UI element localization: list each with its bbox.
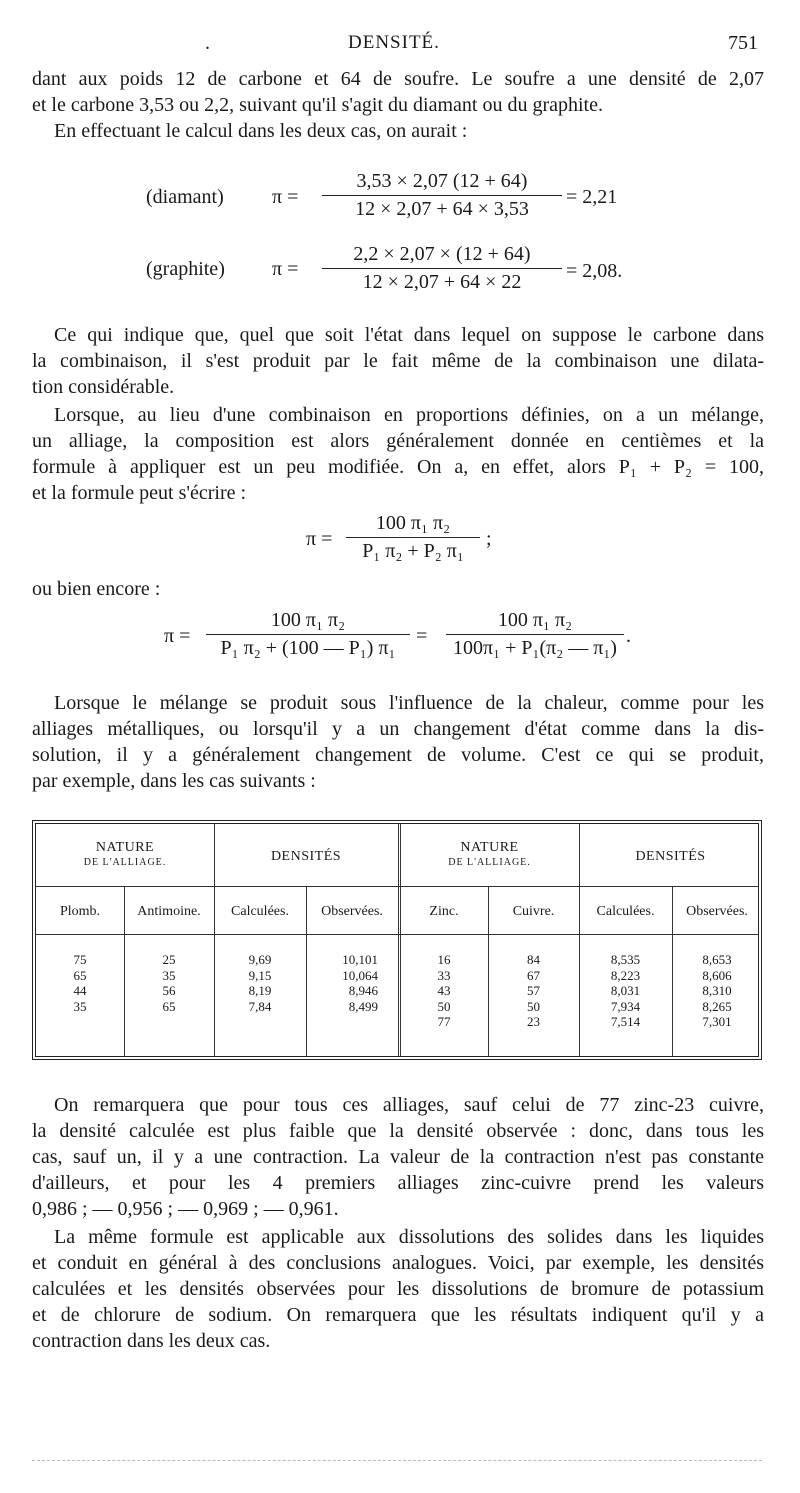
table-cell: 57 [527, 983, 540, 998]
column-header: Antimoine. [137, 904, 201, 919]
data-column-zinc [400, 952, 488, 1030]
text-line: En effectuant le calcul dans les deux cas, on aurait : [54, 120, 468, 142]
equation-punctuation: ; [486, 528, 492, 550]
denominator: P₁ π₂ + P₂ π₁ [362, 540, 464, 562]
table-cell: 16 [437, 952, 451, 967]
table-cell: 56 [162, 983, 176, 998]
fraction [322, 243, 562, 294]
data-column-calculees [214, 952, 306, 1014]
column-group-header: NATURE DE L'ALLIAGE. [448, 840, 531, 868]
table-cell: 9,69 [248, 952, 272, 967]
equation-label: (diamant) [146, 186, 224, 208]
paragraph-intro [32, 66, 764, 144]
table-cell: 35 [73, 998, 87, 1014]
data-column-plomb [36, 952, 124, 1014]
equation-result: = 2,08. [566, 260, 623, 282]
equation-lhs: π = [272, 186, 299, 208]
denominator: P₁ π₂ + (100 — P₁) π₁ [220, 637, 396, 659]
table-cell: 8,653 [702, 952, 732, 967]
divider [36, 886, 758, 887]
data-column-calculees [579, 952, 672, 1030]
table-cell: 7,301 [702, 1014, 732, 1029]
text-line: Lorsque, au lieu d'une combinaison en proportions définies, on a un mélange, [54, 404, 764, 426]
fraction [346, 512, 480, 563]
text-line: calculées et les densités observées pour les dissolutions de bromure de potassium [32, 1278, 764, 1300]
numerator: 100 π₁ π₂ [375, 512, 451, 534]
column-group-header: DENSITÉS [635, 849, 706, 864]
numerator: 100 π₁ π₂ [497, 609, 573, 631]
table-cell: 7,934 [610, 998, 641, 1014]
table-cell: 67 [527, 967, 540, 983]
table-cell: 65 [162, 998, 176, 1014]
table-cell: 10,101 [342, 952, 378, 967]
table-cell: 9,15 [248, 967, 272, 983]
text-line: tion considérable. [32, 376, 175, 398]
table-cell: 43 [437, 983, 451, 998]
text-line: Lorsque le mélange se produit sous l'influence de la chaleur, comme pour les [54, 692, 764, 714]
table-cell: 7,514 [610, 1014, 641, 1029]
text-line: la combinaison, il s'est produit par le fait même de la combinaison une dilata- [32, 350, 764, 372]
table-cell: 8,031 [610, 983, 641, 998]
fraction [206, 609, 410, 660]
column-header: Plomb. [59, 904, 101, 919]
column-group-header: NATURE DE L'ALLIAGE. [83, 840, 167, 868]
equation-label: (graphite) [146, 258, 225, 280]
table-cell: 8,223 [610, 967, 641, 983]
column-header: Cuivre. [512, 904, 555, 919]
table-cell: 7,84 [248, 998, 272, 1014]
table-cell: 8,499 [348, 998, 378, 1014]
page-header [0, 32, 800, 58]
text-line: ou bien encore : [32, 578, 161, 600]
text-line: et de chlorure de sodium. On remarquera que les résultats indiquent qu'il y a [32, 1304, 764, 1326]
text-line: Ce qui indique que, quel que soit l'état dans lequel on suppose le carbone dans [54, 324, 764, 346]
table-cell: 33 [437, 967, 451, 983]
fraction [446, 609, 624, 660]
denominator: 12 × 2,07 + 64 × 3,53 [355, 198, 529, 220]
data-column-observees [672, 952, 762, 1030]
table-cell: 84 [527, 952, 540, 967]
table-cell: 8,310 [702, 983, 732, 998]
table-cell: 50 [437, 998, 451, 1014]
table-cell: 44 [73, 983, 87, 998]
paragraph-conclusion [32, 322, 764, 400]
table-cell: 77 [437, 1014, 451, 1029]
text-line: contraction dans les deux cas. [32, 1330, 271, 1352]
text-line: et la formule peut s'écrire : [32, 482, 247, 504]
equation-equals: = [416, 625, 428, 647]
equation-punctuation: . [626, 625, 631, 647]
alloy-density-table [32, 820, 762, 1060]
table-cell: 75 [73, 952, 87, 967]
table-cell: 35 [162, 967, 176, 983]
text-line: On remarquera que pour tous ces alliages, sauf celui de 77 zinc-23 cuivre, [54, 1094, 764, 1116]
text-line: et conduit en général à des conclusions analogues. Voici, par exemple, les densités [32, 1252, 764, 1274]
equation-lhs: π = [306, 528, 333, 550]
table-cell: 65 [73, 967, 87, 983]
table-cell: 50 [527, 998, 540, 1014]
data-column-observees [306, 952, 378, 1014]
column-header: Calculées. [596, 904, 655, 919]
table-cell: 10,064 [342, 967, 378, 983]
text-line: un alliage, la composition est alors généralement donnée en centièmes et la [32, 430, 764, 452]
table-cell: 8,535 [610, 952, 641, 967]
paragraph-ou-bien [32, 576, 764, 602]
running-title: DENSITÉ. [348, 32, 440, 53]
table-cell: 8,265 [702, 998, 732, 1014]
column-header: Zinc. [429, 904, 459, 919]
paragraph-dissolutions [32, 1224, 764, 1354]
denominator: 12 × 2,07 + 64 × 22 [362, 271, 522, 293]
column-header: Observées. [686, 904, 748, 919]
column-group-header: DENSITÉS [270, 849, 342, 864]
data-column-cuivre [488, 952, 579, 1030]
column-header: Observées. [321, 904, 383, 919]
text-line: cas, sauf un, il y a une contraction. La valeur de la contraction n'est pas constante [32, 1146, 764, 1168]
text-line: formule à appliquer est un peu modifiée. On a, en effet, alors P₁ + P₂ = 100, [32, 456, 764, 478]
table-cell: 8,606 [702, 967, 732, 983]
text-line: par exemple, dans les cas suivants : [32, 770, 316, 792]
equation-lhs: π = [272, 258, 299, 280]
text-line: 0,986 ; — 0,956 ; — 0,969 ; — 0,961. [32, 1198, 339, 1220]
bottom-rule [32, 1460, 762, 1461]
text-line: et le carbone 3,53 ou 2,2, suivant qu'il s'agit du diamant ou du graphite. [32, 94, 603, 116]
table-cell: 25 [162, 952, 176, 967]
text-line: solution, il y a généralement changement de volume. C'est ce qui se produit, [32, 744, 764, 766]
numerator: 100 π₁ π₂ [270, 609, 346, 631]
text-line: alliages métalliques, ou lorsqu'il y a un changement d'état comme dans la dis- [32, 718, 764, 740]
denominator: 100π₁ + P₁(π₂ — π₁) [453, 637, 617, 659]
numerator: 2,2 × 2,07 × (12 + 64) [353, 243, 531, 265]
data-column-antimoine [124, 952, 214, 1014]
text-line: d'ailleurs, et pour les 4 premiers alliages zinc-cuivre prend les valeurs [32, 1172, 764, 1194]
table-cell: 8,19 [248, 983, 272, 998]
header-dot: . [205, 32, 210, 54]
divider [36, 934, 758, 935]
table-cell: 8,946 [348, 983, 378, 998]
paragraph-remarque [32, 1092, 764, 1222]
equation-lhs: π = [164, 625, 191, 647]
text-line: dant aux poids 12 de carbone et 64 de soufre. Le soufre a une densité de 2,07 [32, 68, 764, 90]
paragraph-melange [32, 402, 764, 506]
equation-result: = 2,21 [566, 186, 618, 208]
numerator: 3,53 × 2,07 (12 + 64) [356, 170, 528, 192]
paragraph-chaleur [32, 690, 764, 794]
page-number: 751 [728, 32, 758, 54]
fraction [322, 170, 562, 221]
text-line: la densité calculée est plus faible que la densité observée : donc, dans tous les [32, 1120, 764, 1142]
column-header: Calculées. [231, 904, 289, 919]
table-cell: 23 [527, 1014, 540, 1029]
text-line: La même formule est applicable aux dissolutions des solides dans les liquides [54, 1226, 764, 1248]
divider [398, 824, 399, 1056]
